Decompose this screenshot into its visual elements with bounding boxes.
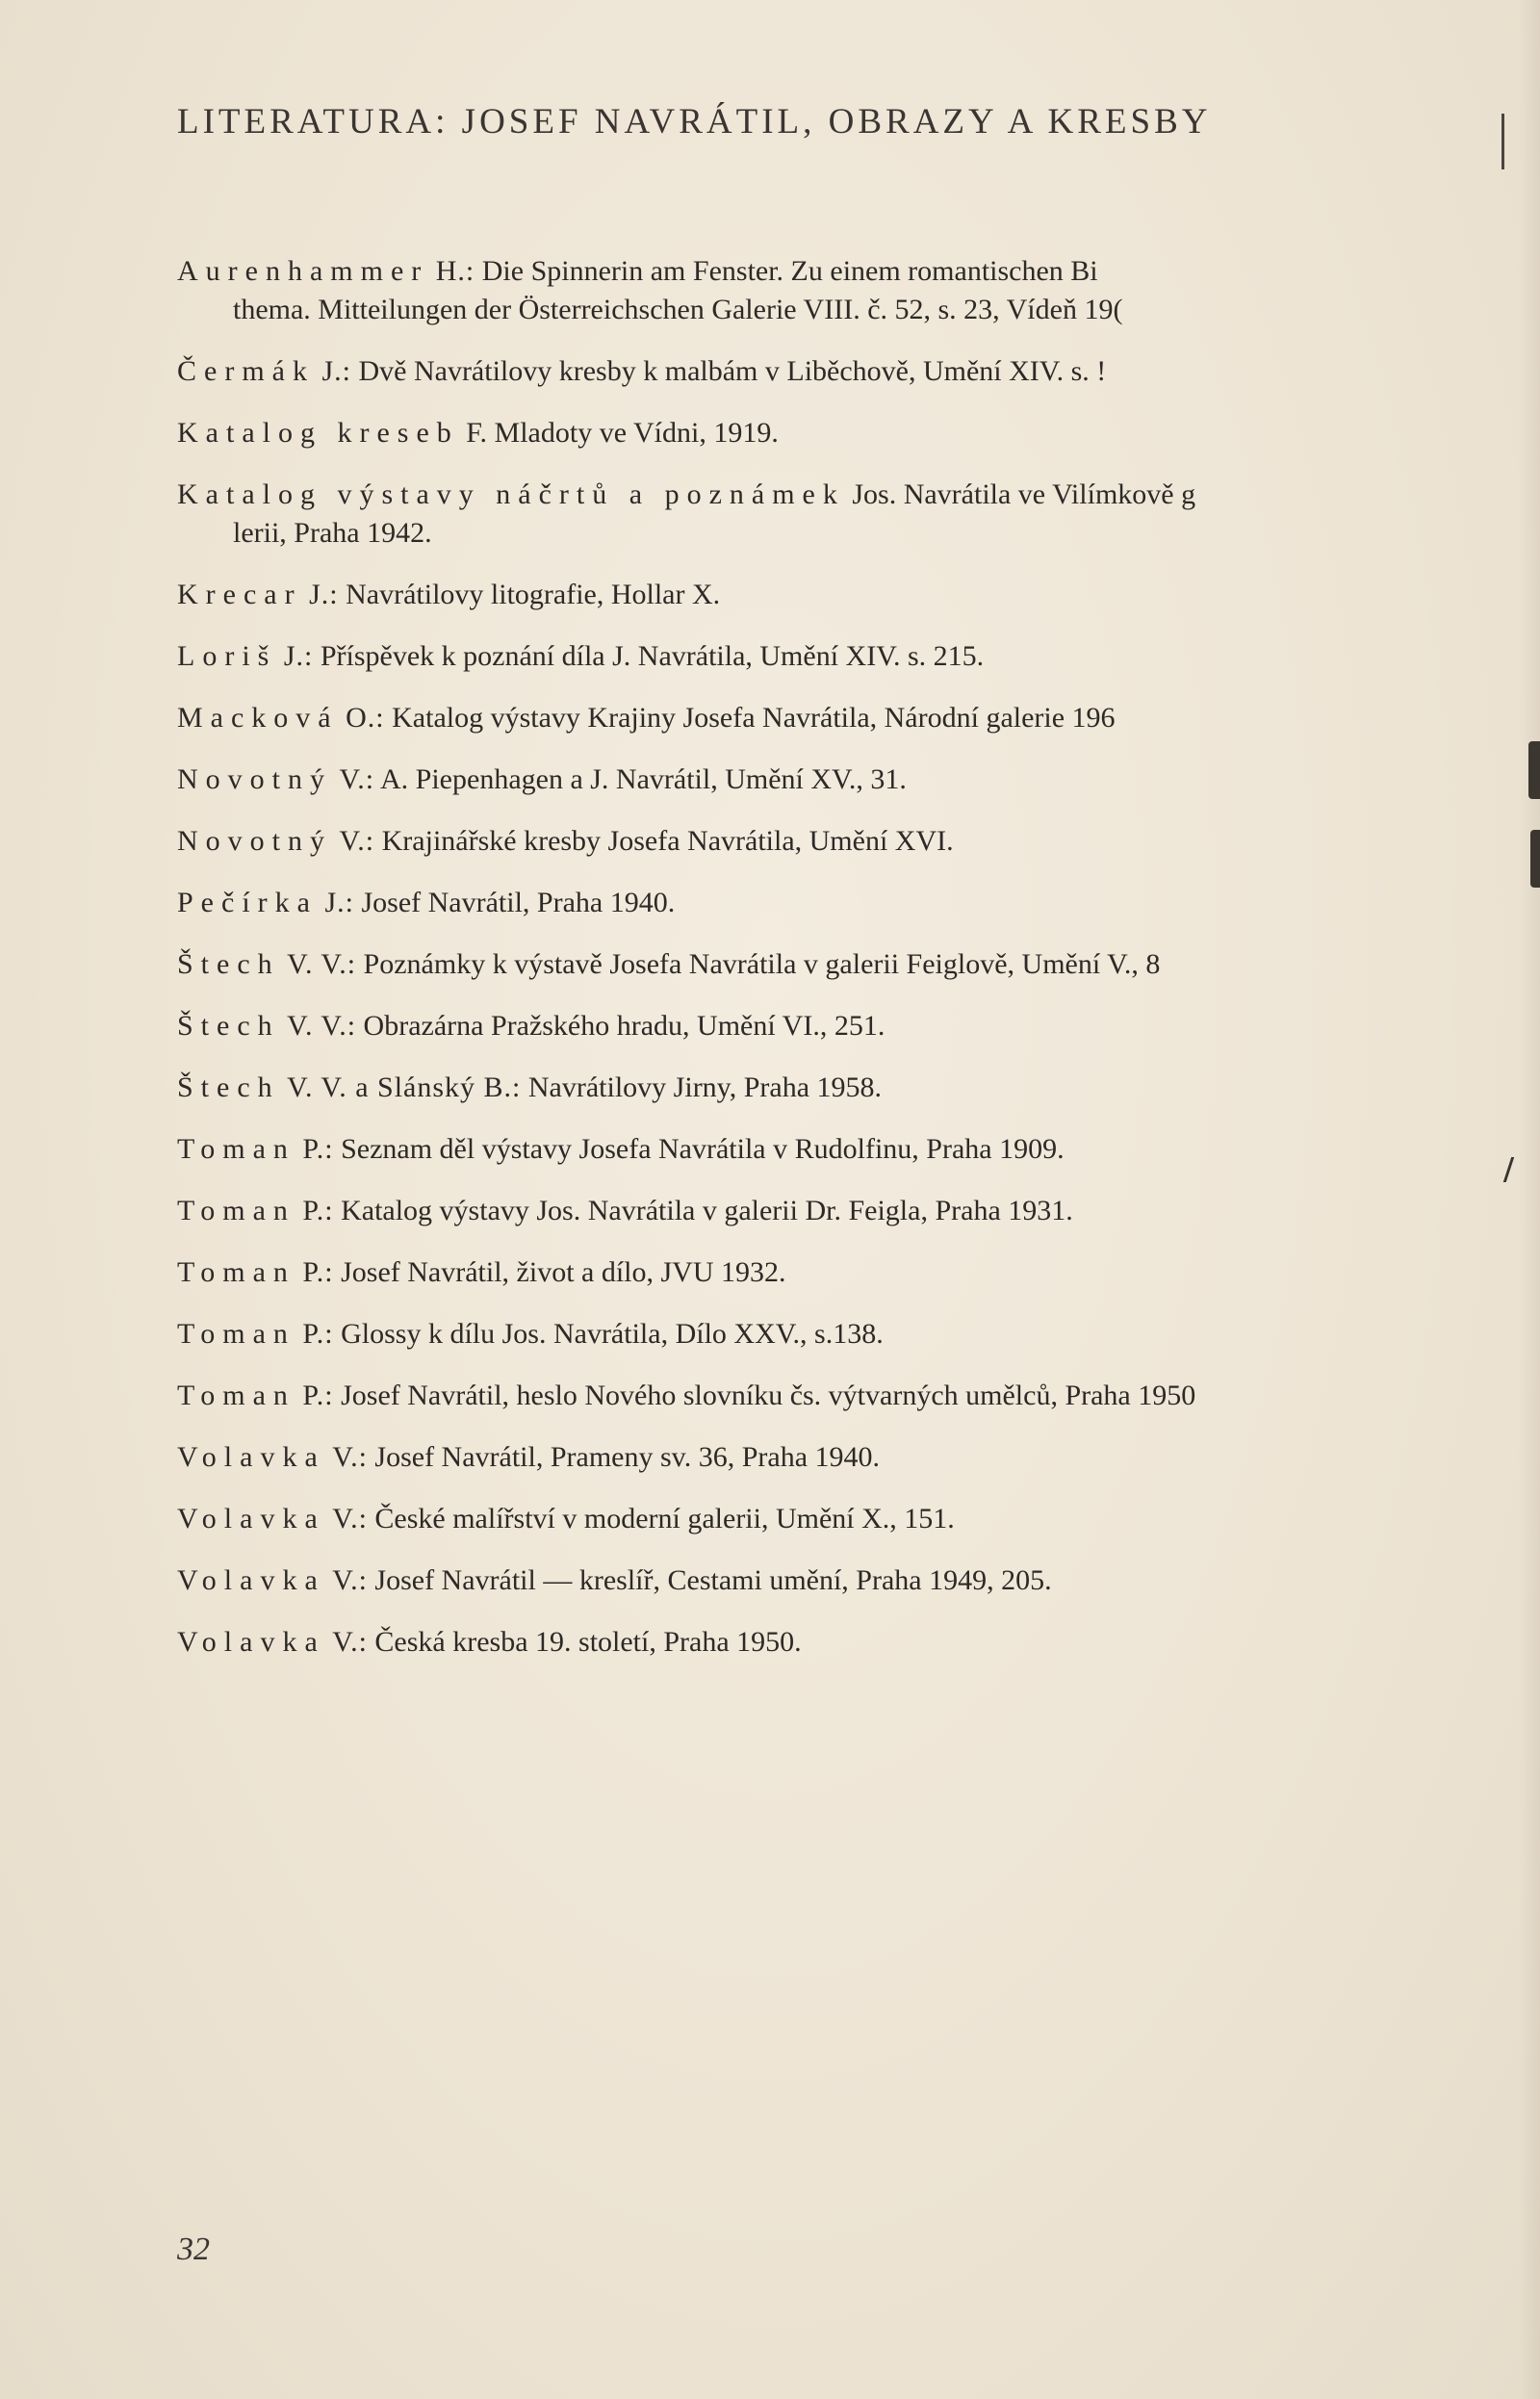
bibliography-entry: [177, 761, 1534, 799]
entry-initials: H.:: [435, 255, 475, 287]
entry-author: Toman: [177, 1256, 295, 1288]
entry-author: Čermák: [177, 355, 315, 387]
bibliography-entry: [177, 822, 1534, 861]
bibliography-entry: [177, 414, 1534, 452]
entry-author: Toman: [177, 1380, 295, 1411]
entry-author: Toman: [177, 1133, 295, 1165]
entry-author: Volavka: [177, 1564, 325, 1596]
entry-author: Katalog výstavy náčrtů a poznámek: [177, 478, 845, 510]
entry-initials: P.:: [302, 1195, 334, 1226]
entry-author: Pečírka: [177, 887, 318, 918]
entry-initials: J.:: [321, 355, 351, 387]
entry-author: Novotný: [177, 763, 332, 795]
entry-initials: V.:: [339, 763, 375, 795]
entry-text: Jos. Navrátila ve Vilímkově g: [852, 478, 1196, 510]
entry-text: Katalog výstavy Krajiny Josefa Navrátila, Národní galerie 196: [392, 702, 1116, 734]
entry-author: Toman: [177, 1318, 295, 1350]
entry-text: Dvě Navrátilovy kresby k malbám v Liběchově, Umění XIV. s. !: [358, 355, 1107, 387]
bibliography-entry: [177, 1500, 1534, 1538]
entry-author: Aurenhammer: [177, 255, 429, 287]
bibliography-entry: [177, 1623, 1534, 1662]
bibliography-entry: [177, 884, 1534, 922]
bibliography-entry: [177, 945, 1534, 984]
entry-author: Toman: [177, 1195, 295, 1226]
entry-text: Česká kresba 19. století, Praha 1950.: [374, 1626, 802, 1658]
bibliography-entry: [177, 699, 1534, 737]
bibliography-list: [177, 252, 1534, 1685]
entry-continuation: thema. Mitteilungen der Österreichschen Galerie VIII. č. 52, s. 23, Vídeň 19(: [233, 294, 1123, 325]
bibliography-entry: [177, 1069, 1534, 1107]
entry-initials: V. V. a Slánský B.:: [287, 1071, 522, 1103]
entry-initials: J.:: [309, 579, 339, 610]
entry-text: Krajinářské kresby Josefa Navrátila, Umění XVI.: [381, 825, 954, 857]
entry-initials: V.:: [339, 825, 375, 857]
entry-author: Štech: [177, 948, 280, 980]
entry-text: Die Spinnerin am Fenster. Zu einem romantischen Bi: [481, 255, 1098, 287]
entry-text: Josef Navrátil, heslo Nového slovníku čs. výtvarných umělců, Praha 1950: [341, 1380, 1196, 1411]
entry-text: Poznámky k výstavě Josefa Navrátila v galerii Feiglově, Umění V., 8: [363, 948, 1161, 980]
bibliography-entry: [177, 476, 1534, 553]
entry-initials: P.:: [302, 1133, 334, 1165]
entry-author: Macková: [177, 702, 339, 734]
bibliography-entry: [177, 1438, 1534, 1477]
running-header: LITERATURA: JOSEF NAVRÁTIL, OBRAZY A KRESBY: [177, 102, 1212, 142]
entry-text: Navrátilovy Jirny, Praha 1958.: [527, 1071, 883, 1103]
bibliography-entry: [177, 1253, 1534, 1292]
entry-initials: P.:: [302, 1256, 334, 1288]
entry-text: Navrátilovy litografie, Hollar X.: [346, 579, 721, 610]
entry-text: F. Mladoty ve Vídni, 1919.: [466, 417, 779, 449]
bibliography-entry: [177, 1561, 1534, 1600]
entry-initials: O.:: [346, 702, 385, 734]
bibliography-entry: [177, 1377, 1534, 1415]
entry-author: Volavka: [177, 1503, 325, 1535]
entry-text: A. Piepenhagen a J. Navrátil, Umění XV., 31.: [380, 763, 907, 795]
bibliography-entry: [177, 352, 1534, 391]
entry-initials: V.:: [332, 1441, 368, 1473]
bibliography-entry: [177, 1007, 1534, 1045]
entry-author: Štech: [177, 1010, 280, 1042]
bibliography-entry: [177, 1130, 1534, 1169]
entry-text: Obrazárna Pražského hradu, Umění VI., 251.: [363, 1010, 886, 1042]
entry-text: Josef Navrátil, život a dílo, JVU 1932.: [341, 1256, 786, 1288]
entry-text: České malířství v moderní galerii, Umění X., 151.: [374, 1503, 955, 1535]
entry-text: Josef Navrátil, Praha 1940.: [361, 887, 676, 918]
entry-initials: V. V.:: [287, 1010, 357, 1042]
entry-initials: J.:: [324, 887, 354, 918]
entry-author: Volavka: [177, 1441, 325, 1473]
page-number: 32: [177, 2231, 210, 2267]
entry-initials: J.:: [283, 640, 314, 672]
entry-initials: V. V.:: [287, 948, 357, 980]
entry-text: Seznam děl výstavy Josefa Navrátila v Rudolfinu, Praha 1909.: [341, 1133, 1065, 1165]
entry-initials: P.:: [302, 1380, 334, 1411]
entry-text: Glossy k dílu Jos. Navrátila, Dílo XXV., s.138.: [341, 1318, 884, 1350]
bibliography-entry: [177, 1315, 1534, 1354]
bibliography-entry: [177, 1192, 1534, 1230]
bibliography-entry: [177, 252, 1534, 329]
entry-initials: P.:: [302, 1318, 334, 1350]
entry-initials: V.:: [332, 1626, 368, 1658]
entry-initials: V.:: [332, 1503, 368, 1535]
entry-text: Josef Navrátil, Prameny sv. 36, Praha 1940.: [374, 1441, 881, 1473]
bibliography-entry: [177, 637, 1534, 676]
bibliography-entry: [177, 576, 1534, 614]
entry-author: Volavka: [177, 1626, 325, 1658]
entry-author: Novotný: [177, 825, 332, 857]
header-edge-mark: [1502, 114, 1504, 169]
edge-tab-mark: [1530, 830, 1540, 888]
entry-text: Katalog výstavy Jos. Navrátila v galerii Dr. Feigla, Praha 1931.: [341, 1195, 1073, 1226]
entry-author: Katalog kreseb: [177, 417, 459, 449]
entry-initials: V.:: [332, 1564, 368, 1596]
entry-text: Josef Navrátil — kreslíř, Cestami umění, Praha 1949, 205.: [374, 1564, 1052, 1596]
entry-author: Krecar: [177, 579, 302, 610]
entry-continuation: lerii, Praha 1942.: [233, 517, 432, 549]
entry-text: Příspěvek k poznání díla J. Navrátila, Umění XIV. s. 215.: [320, 640, 985, 672]
entry-author: Štech: [177, 1071, 280, 1103]
edge-tab-mark: [1528, 741, 1540, 799]
entry-author: Loriš: [177, 640, 277, 672]
